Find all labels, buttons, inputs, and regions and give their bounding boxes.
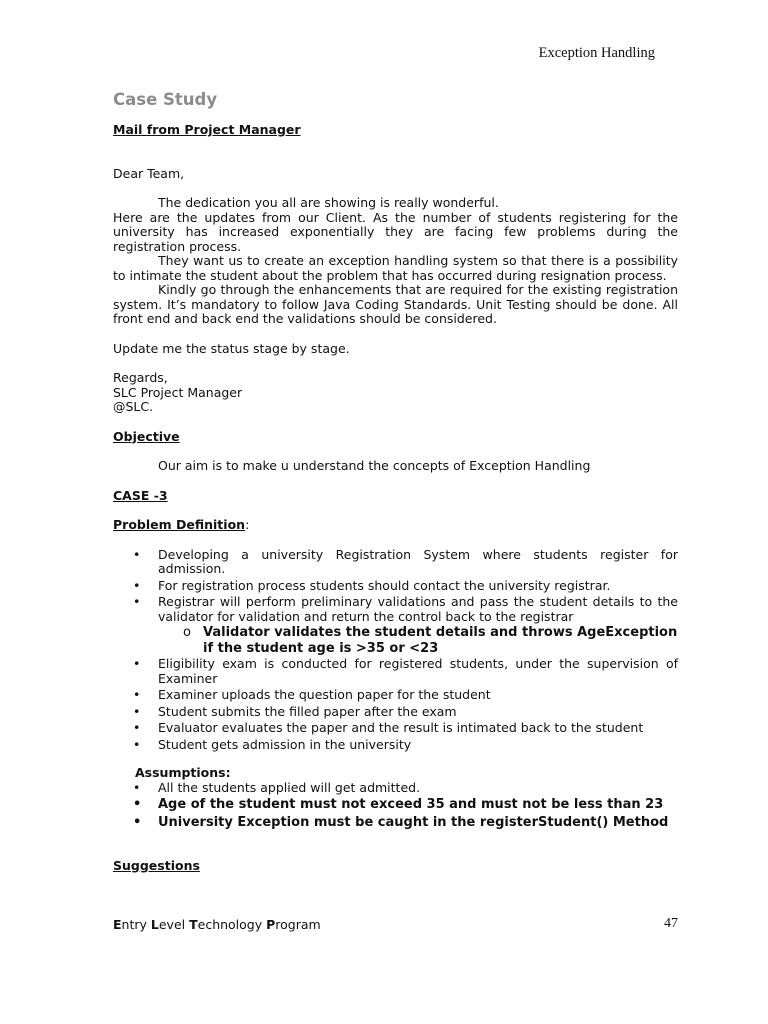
signature-regards: Regards, [113, 370, 168, 385]
paragraph-4: Kindly go through the enhancements that are required for the existing registration system. It’s mandatory to follow Java Coding Standards. Unit Testing should be done. All front end and back end the validations should be considered. [113, 282, 678, 326]
problem-heading-colon: : [245, 517, 250, 532]
list-item: • Student submits the filled paper after the exam [113, 705, 678, 720]
footer-word: echnology [197, 917, 267, 932]
footer-initial: E [113, 917, 122, 932]
list-item: • Eligibility exam is conducted for registered students, under the supervision of Examiner [113, 657, 678, 686]
paragraph-3: They want us to create an exception handling system so that there is a possibility to intimate the student about the problem that has occurred during resignation process. [113, 253, 678, 283]
sub-list-item: o Validator validates the student details and throws AgeException if the student age is >35 or <23 [158, 625, 678, 656]
assumptions-list [113, 781, 678, 831]
suggestions-heading: Suggestions [113, 858, 200, 873]
mail-heading: Mail from Project Manager [113, 122, 301, 137]
footer-initial: P [266, 917, 276, 932]
list-item: • Student gets admission in the university [113, 738, 678, 753]
list-item: • Examiner uploads the question paper for the student [113, 688, 678, 703]
problem-heading-line [113, 518, 678, 533]
assumptions-heading: Assumptions: [135, 765, 231, 780]
document-body [113, 90, 678, 874]
page-header: Exception Handling [538, 45, 655, 61]
footer-word: ntry [121, 917, 151, 932]
list-item: • University Exception must be caught in the registerStudent() Method [113, 816, 678, 831]
footer-word: evel [158, 917, 190, 932]
objective-heading: Objective [113, 428, 180, 444]
signature-org: @SLC. [113, 399, 154, 414]
problem-list [113, 548, 678, 625]
list-item: • All the students applied will get admitted. [113, 781, 678, 796]
problem-list-cont [113, 657, 678, 752]
list-item: • Developing a university Registration System where students register for admission. [113, 548, 678, 577]
signature-name: SLC Project Manager [113, 384, 243, 400]
paragraph-2: Here are the updates from our Client. As the number of students registering for the university has increased exponentially they are facing few problems during the registration process. [113, 209, 678, 254]
page-number: 47 [664, 916, 678, 931]
list-item: • Registrar will perform preliminary validations and pass the student details to the validator for validation and return the control back to the registrar [113, 595, 678, 624]
footer-word: rogram [275, 917, 321, 932]
document-title: Case Study [113, 90, 218, 109]
footer-initial: L [150, 917, 159, 932]
case-heading: CASE -3 [113, 487, 168, 503]
list-item: • Evaluator evaluates the paper and the result is intimated back to the student [113, 721, 678, 736]
problem-sublist [113, 625, 678, 656]
paragraph-1: The dedication you all are showing is really wonderful. [158, 195, 499, 210]
greeting: Dear Team, [113, 165, 185, 181]
objective-text: Our aim is to make u understand the concepts of Exception Handling [158, 458, 591, 473]
footer-initial: T [189, 917, 198, 932]
footer-program [113, 917, 321, 932]
list-item: • For registration process students should contact the university registrar. [113, 579, 678, 594]
list-item: • Age of the student must not exceed 35 and must not be less than 23 [113, 798, 678, 813]
status-request: Update me the status stage by stage. [113, 340, 350, 356]
problem-heading: Problem Definition [113, 517, 246, 532]
